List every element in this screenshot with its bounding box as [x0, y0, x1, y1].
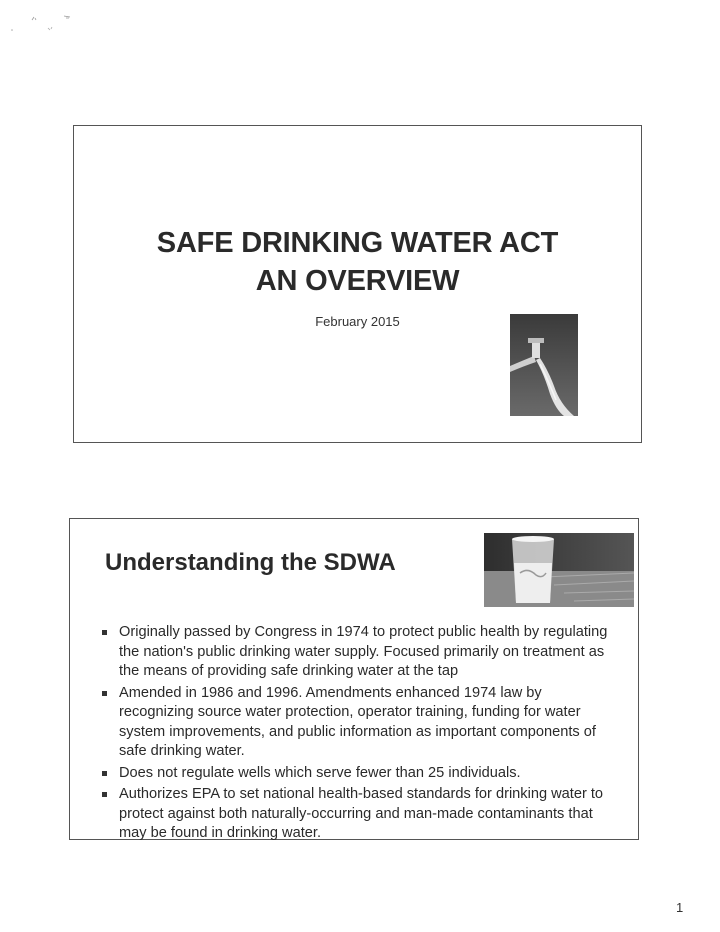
bullet-list: [100, 623, 610, 846]
slide-understanding: [69, 518, 639, 840]
bullet-item: Authorizes EPA to set national health-based standards for drinking water to protect against both naturally-occurring and man-made contaminants that may be found in drinking water.: [100, 785, 610, 844]
title-line-2: AN OVERVIEW: [255, 265, 460, 297]
slide-heading: Understanding the SDWA: [105, 549, 396, 576]
page-number: 1: [676, 900, 684, 915]
bullet-item: Originally passed by Congress in 1974 to protect public health by regulating the nation's public drinking water supply. Focused primarily on treatment as the means of providing safe drinking water at the tap: [100, 623, 610, 682]
slide-title: [73, 125, 642, 443]
slide-title-heading: [74, 224, 641, 300]
slide-date: February 2015: [315, 314, 400, 329]
bullet-item: Amended in 1986 and 1996. Amendments enhanced 1974 law by recognizing source water protection, operator training, funding for water system improvements, and public information as important components of safe drinking water.: [100, 684, 610, 762]
scan-specks: [8, 8, 88, 38]
bullet-item: Does not regulate wells which serve fewer than 25 individuals.: [100, 764, 610, 784]
water-glass-icon: [484, 533, 634, 607]
title-line-1: SAFE DRINKING WATER ACT: [156, 227, 559, 259]
faucet-water-icon: [510, 314, 578, 416]
